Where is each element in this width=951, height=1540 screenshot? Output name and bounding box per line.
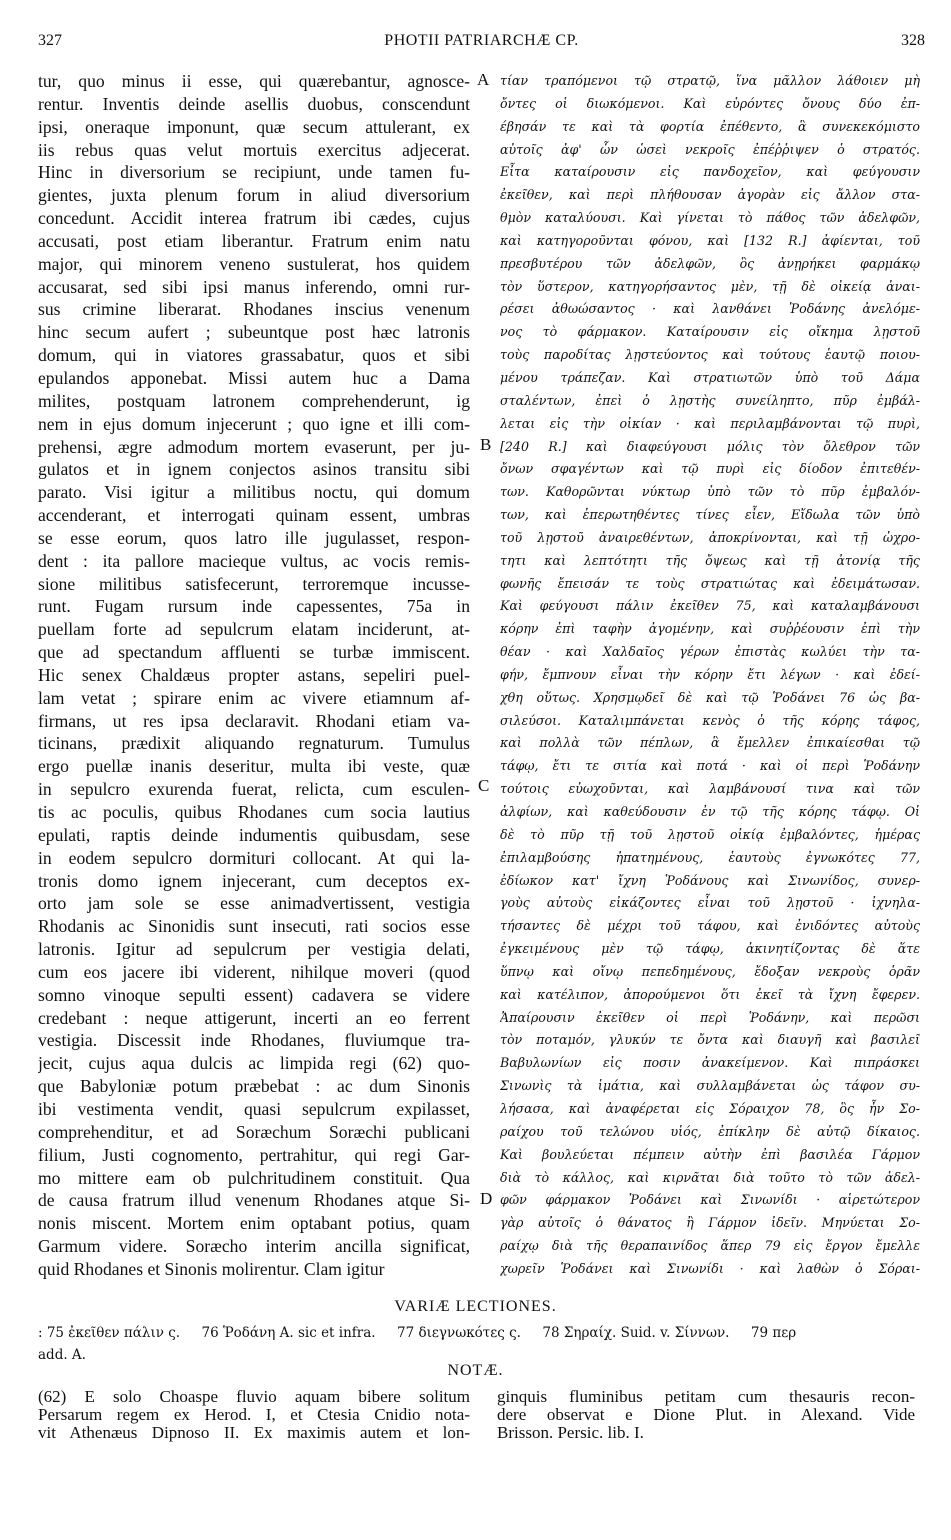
latin-text-line: credebant : neque attigerunt, incerti an eo ferrent: [38, 1007, 470, 1028]
note-line: Persarum regem ex Herod. I, et Ctesia Cnidio nota-: [38, 1406, 470, 1424]
latin-text-line: parato. Visi igitur a militibus noctu, qui domum: [38, 482, 470, 503]
greek-text-line: ραίχῳ διὰ τῆς θεραπαινίδος ἅπερ 79 εἰς ἔργον ἔμελλε: [500, 1238, 920, 1254]
latin-text-line: domum, qui in viatores grassabatur, quos et sibi: [38, 345, 470, 366]
greek-text-line: ἀλφίων, καὶ καθεύδουσιν ἐν τῷ τῆς κόρης τάφῳ. Οἱ: [500, 804, 920, 819]
latin-text-line: nonis miscent. Mortem enim optabant potius, quam: [38, 1213, 470, 1234]
greek-text-line: κόρην ἐπὶ ταφὴν ἀγομένην, καὶ συῤῥέουσιν ἐπὶ τὴν: [500, 621, 920, 637]
margin-marker-a: A: [477, 70, 490, 89]
note-line: Brisson. Persic. lib. I.: [497, 1424, 644, 1442]
greek-text-line: τητι καὶ λεπτότητι τῆς ὄψεως καὶ τῇ ἀτονίᾳ τῆς: [500, 552, 920, 568]
running-header: [38, 32, 925, 56]
greek-text-line: Σινωνὶς τὰ ἱμάτια, καὶ συλλαμβάνεται ὡς τάφον συ-: [500, 1078, 920, 1094]
latin-text-line: comprehenditur, et ad Soræchum Soræchi publicani: [38, 1121, 470, 1142]
latin-text-line: Garmum videre. Soræcho interim ancilla significat,: [38, 1236, 470, 1257]
latin-text-line: tur, quo minus ii esse, qui quærebantur, agnosce-: [38, 71, 470, 91]
greek-text-line: ὄνων σφαγέντων καὶ τῷ πυρὶ εἰς δίοδον ἐπιτεθέν-: [500, 461, 920, 477]
greek-text-line: τίαν τραπόμενοι τῷ στρατῷ, ἵνα μᾶλλον λάθοιεν μὴ: [500, 73, 920, 88]
variae-lectiones-title: VARIÆ LECTIONES.: [394, 1298, 557, 1315]
latin-text-line: nem in ejus domum injecerunt ; quo igne et illi com-: [38, 413, 470, 434]
greek-text-line: τοῦ λῃστοῦ ἀναιρεθέντων, ἀποκρίνονται, καὶ τῇ ὠχρο-: [500, 529, 920, 545]
greek-text-line: πρεσβυτέρου τῶν ἀδελφῶν, ὃς ἀνῃρήκει φαρμάκῳ: [500, 255, 920, 271]
latin-text-line: Hic senex Chaldæus propter astans, sepeliri puel-: [38, 664, 470, 685]
latin-text-line: iis rebus quas velut mortuis exercitus adjecerat.: [38, 139, 470, 160]
greek-text-line: ὄντες οἱ διωκόμενοι. Καὶ εὑρόντες ὄνους δύο ἐπ-: [500, 95, 920, 111]
greek-text-line: έβησάν τε καὶ τὰ φορτία ἐπέθεντο, ἃ συνεκεκόμιστο: [500, 118, 920, 134]
greek-text-line: ἐδίωκον κατ' ἴχνη Ῥοδάνους καὶ Σινωνίδος, συνερ-: [500, 872, 920, 888]
greek-text-line: σιλεύσοι. Καταλιμπάνεται κενὸς ὁ τῆς κόρης τάφος,: [500, 712, 920, 728]
greek-text-line: θέαν · καὶ Χαλδαῖος γέρων ἐπιστὰς κωλύει τὴν τα-: [500, 644, 920, 660]
latin-text-line: dent : ita pallore macieque vultus, ac vocis remis-: [38, 550, 470, 571]
latin-text-line: in eodem sepulcro dormituri collocant. At qui la-: [38, 847, 470, 868]
latin-text-line: gulatos et in ignem conjectos asinos transitu sibi: [38, 459, 470, 480]
greek-text-line: των. Καθορῶνται νύκτωρ ὑπὸ τῶν τὸ πῦρ ἐμβαλόν-: [500, 484, 920, 500]
greek-text-line: καὶ κατέλιπον, ἀπορούμενοι ὅτι ἐκεῖ τὰ ἴχνη ἔφερεν.: [500, 986, 920, 1002]
greek-text-line: Βαβυλωνίων εἰς ποσιν ἀνακείμενον. Καὶ πιπράσκει: [500, 1055, 920, 1071]
latin-text-line: ibi vestimenta vendit, quasi sepulcrum expilasset,: [38, 1098, 470, 1119]
latin-text-line: Rhodanis ac Sinonidis sunt insecuti, rati socios esse: [38, 916, 470, 937]
greek-text-line: Ἀπαίρουσιν ἐκεῖθεν οἱ περὶ Ῥοδάνην, καὶ περῶσι: [500, 1009, 920, 1025]
latin-text-line: que ad spectandum affluenti se turbæ immiscent.: [38, 642, 470, 663]
greek-text-line: αὐτοῖς ἀφ' ὧν ὡσεὶ νεκροῖς ἐπέῤῥιψεν ὁ στρατός.: [500, 141, 920, 157]
latin-text-line: mo mittere eam ob pulchritudinem constituit. Qua: [38, 1167, 470, 1188]
latin-text-line: rentur. Inventis deinde asellis duobus, conscendunt: [38, 93, 470, 114]
notae-left-column: [38, 1388, 470, 1442]
greek-text-line: μένου τράπεζαν. Καὶ στρατιωτῶν ὑπὸ τοῦ Δάμα: [500, 369, 920, 385]
latin-text-line: ergo puellæ inanis deseritur, multa ibi veste, quæ: [38, 756, 470, 777]
margin-marker-b: B: [480, 435, 492, 454]
latin-text-line: gientes, juxta plenum forum in aliud diversorium: [38, 185, 470, 206]
note-line: (62) E solo Choaspe fluvio aquam bibere solitum: [38, 1388, 470, 1406]
greek-text-line: ρέσει ἀθωώσαντος · καὶ λανθάνει Ῥοδάνης ἀνελόμε-: [500, 301, 920, 317]
margin-marker-d: D: [480, 1189, 493, 1208]
latin-text-line: in sepulcro exurenda fuerat, relicta, cum esculen-: [38, 779, 470, 800]
greek-text-line: ὕπνῳ καὶ οἴνῳ πεπεδημένους, ἔδοξαν νεκροὺς ὁρᾶν: [500, 963, 920, 979]
latin-text-line: accusati, post etiam liberantur. Fratrum enim natu: [38, 230, 470, 251]
greek-text-line: τούτοις εὐωχοῦνται, καὶ λαμβάνουσί τινα καὶ τῶν: [500, 781, 920, 797]
latin-text-line: runt. Fugam rursum inde capessentes, 75a in: [38, 596, 470, 617]
latin-text-line: se esse eorum, quos latro ille jugulasset, respon-: [38, 527, 470, 548]
latin-text-line: hinc secum aufert ; subeuntque post hæc latronis: [38, 322, 470, 343]
latin-text-line: de causa fratrum illud venenum Rhodanes atque Si-: [38, 1190, 470, 1211]
latin-text-line: sus crimine liberarat. Rhodanes inscius venenum: [38, 299, 470, 320]
latin-text-line: accenderant, et interrogati quinam essent, umbras: [38, 505, 470, 526]
latin-text-line: jecit, cujus aqua dulcis ac limpida regi (62) quo-: [38, 1053, 470, 1074]
greek-text-line: Καὶ φεύγουσι πάλιν ἐκεῖθεν 75, καὶ καταλαμβάνουσι: [500, 598, 920, 614]
running-title: PHOTII PATRIARCHÆ CP.: [384, 32, 579, 49]
notae-title: NOTÆ.: [447, 1362, 504, 1379]
latin-text-line: quid Rhodanes et Sinonis molirentur. Clam igitur: [38, 1258, 385, 1279]
greek-text-line: τὸν ποταμόν, γλυκύν τε ὄντα καὶ διαυγῆ καὶ βασιλεῖ: [500, 1032, 920, 1048]
notae-right-column: [497, 1388, 915, 1442]
greek-text-line: καὶ πολλὰ τῶν πέπλων, ἃ ἔμελλεν ἐπικαίεσθαι τῷ: [500, 735, 920, 751]
latin-text-line: epulati, raptis deinde indumentis quibusdam, sese: [38, 824, 470, 845]
greek-text-line: [240 R.] καὶ διαφεύγουσι μόλις τὸν ὄλεθρον τῶν: [500, 438, 920, 454]
latin-text-line: ipsi, oneraque imponunt, quæ secum attulerant, ex: [38, 116, 470, 137]
left-page-number: 327: [38, 32, 62, 49]
greek-text-line: καὶ κατηγοροῦνται φόνου, καὶ [132 R.] ἀφίενται, τοῦ: [500, 232, 920, 248]
greek-text-line: τοὺς παροδίτας λῃστεύοντος καὶ τούτους ἑαυτῷ ποιου-: [500, 347, 920, 363]
right-page-number: 328: [901, 32, 925, 49]
greek-text-line: Καὶ βουλεύεται πέμπειν αὐτὴν ἐπὶ βασιλέα Γάρμον: [500, 1146, 920, 1162]
latin-text-line: Hinc in diversorium se recipiunt, unde tamen fu-: [38, 162, 470, 183]
latin-text-line: lam vetat ; spirare enim ac vivere etiamnum af-: [38, 687, 470, 708]
greek-text-line: γὰρ αὐτοῖς ὁ θάνατος ἢ Γάρμον ἰδεῖν. Μηνύεται Σο-: [500, 1215, 920, 1231]
greek-text-line: των, καὶ ἐπερωτηθέντες τίνες εἶεν, Εἴδωλα τῶν ὑπὸ: [500, 507, 920, 523]
variae-line-2: add. A.: [38, 1347, 86, 1363]
latin-text-line: accusarat, sed sibi ipsi manus inferendo, omni rur-: [38, 276, 470, 297]
latin-text-line: sione militibus satisfecerunt, terroremque incusse-: [38, 573, 470, 594]
latin-text-line: somno vinoque sepulti essent) cadavera se videre: [38, 984, 470, 1005]
greek-text-line: λήσασα, καὶ ἀναφέρεται εἰς Σόραιχον 78, ὃς ἦν Σο-: [500, 1100, 920, 1116]
greek-text-line: σταλέντων, ἐπεὶ ὁ λῃστὴς συνείληπτο, πῦρ ἐμβάλ-: [500, 392, 920, 408]
note-line: dere observat e Dione Plut. in Alexand. Vide: [497, 1406, 915, 1424]
note-line: vit Athenæus Dipnoso II. Ex maximis autem et lon-: [38, 1424, 470, 1442]
latin-text-line: prehensi, ægre admodum mortem evaserunt, per ju-: [38, 436, 470, 457]
margin-marker-c: C: [478, 776, 490, 795]
greek-text-line: νος τὸ φάρμακον. Καταίρουσιν εἰς οἴκημα λῃστοῦ: [500, 324, 920, 340]
greek-text-line: γοὺς αὐτοὺς εἰκάζοντες εἶναι τοῦ λῃστοῦ · ἰχνηλα-: [500, 895, 920, 911]
greek-text-line: φήν, ἔμπνουν εἶναι τὴν κόρην ἔτι λέγων · καὶ ἐδεί-: [500, 666, 920, 682]
greek-text-line: τήσαντες δὲ μέχρι τοῦ τάφου, καὶ ἐνιδόντες αὐτοὺς: [500, 918, 920, 934]
greek-text-line: φῶν φάρμακον Ῥοδάνει καὶ Σινωνίδι · αἱρετώτερον: [500, 1192, 920, 1208]
latin-column: [38, 70, 470, 1281]
greek-text-line: τάφῳ, ἔτι τε σιτία καὶ ποτά · καὶ οἱ περὶ Ῥοδάνην: [500, 758, 920, 774]
greek-text-line: Εἶτα καταίρουσιν εἰς πανδοχεῖον, καὶ φεύγουσιν: [500, 164, 920, 180]
latin-text-line: vestigia. Discessit inde Rhodanes, fluviumque tra-: [38, 1030, 470, 1051]
greek-text-line: ἐγκειμένους μὲν τῷ τάφῳ, ἀκινητίζοντας δὲ ἅτε: [500, 941, 920, 957]
greek-text-line: χωρεῖν Ῥοδάνει καὶ Σινωνίδι · καὶ λαθὼν ὁ Σόραι-: [500, 1260, 920, 1276]
greek-text-line: ἐκεῖθεν, καὶ περὶ πλήθουσαν ἀγορὰν εἰς ἄλλον στα-: [500, 187, 920, 203]
latin-text-line: tronis domo ignem injecerant, cum deceptos ex-: [38, 870, 470, 891]
latin-text-line: milites, postquam latronem comprehenderunt, ig: [38, 390, 470, 411]
latin-text-line: epulandos apponebat. Missi autem huc a Dama: [38, 367, 470, 388]
latin-text-line: que Babyloniæ potum præbebat : ac dum Sinonis: [38, 1076, 470, 1097]
greek-text-line: θμὸν καταλύουσι. Καὶ γίνεται τὸ πάθος τῶν ἀδελφῶν,: [500, 210, 920, 226]
latin-text-line: latronis. Igitur ad sepulcrum per vestigia delati,: [38, 939, 470, 960]
greek-text-line: χθη οὕτως. Χρησμῳδεῖ δὲ καὶ τῷ Ῥοδάνει 76 ὡς βα-: [500, 689, 920, 705]
latin-text-line: cum eos jacere ibi viderent, nihilque moveri (quod: [38, 961, 470, 982]
variae-lectiones: [38, 1322, 918, 1366]
greek-text-line: τὸν ὕστερον, κατηγορήσαντος μὲν, τῇ δὲ οἰκείᾳ ἀναι-: [500, 278, 920, 294]
latin-text-line: orto jam sole se esse animadvertissent, vestigia: [38, 893, 470, 914]
greek-column: [500, 70, 920, 1281]
latin-text-line: concedunt. Accidit interea fratrum ibi cædes, cujus: [38, 208, 470, 229]
note-line: ginquis fluminibus petitam cum thesauris recon-: [497, 1388, 915, 1406]
latin-text-line: tis ac poculis, quibus Rhodanes cum socia lautius: [38, 802, 470, 822]
latin-text-line: puellam forte ad sepulcrum elatam inciderunt, at-: [38, 619, 470, 640]
greek-text-line: ραίχου τοῦ τελώνου υἱός, ἐπίκλην δὲ αὐτῷ δίκαιος.: [500, 1123, 920, 1139]
greek-text-line: φωνῆς ἔπεισάν τε τοὺς στρατιώτας καὶ ἐδειμάτωσαν.: [500, 575, 920, 591]
latin-text-line: major, qui minorem veneno sustulerat, hos quidem: [38, 253, 470, 274]
greek-text-line: λεται εἰς τὴν οἰκίαν · καὶ περιλαμβάνονται τῷ πυρὶ,: [500, 415, 920, 431]
greek-text-line: δὲ τὸ πῦρ τῇ τοῦ λῃστοῦ οἰκίᾳ ἐμβαλόντες, ἡμέρας: [500, 826, 920, 842]
latin-text-line: firmans, ut res ipsa declaravit. Rhodani etiam va-: [38, 710, 470, 731]
latin-text-line: ticinans, prædixit aliquando regnaturum. Tumulus: [38, 733, 470, 754]
variae-line-1: : 75 ἐκεῖθεν πάλιν ς. 76 Ῥοδάνη A. sic et infra. 77 διεγνωκότες ς. 78 Σηραίχ. Suid. v. Σίννων. 79 περ: [38, 1325, 797, 1341]
latin-text-line: filium, Justi cognomento, pertrahitur, qui regi Gar-: [38, 1144, 470, 1165]
greek-text-line: διὰ τὸ κάλλος, καὶ κιρνᾶται διὰ τοῦτο τὸ τῶν ἀδελ-: [500, 1169, 920, 1185]
greek-text-line: ἐπιλαμβούσης ἠπατημένους, ἑαυτοὺς ἐγνωκότες 77,: [500, 849, 920, 865]
